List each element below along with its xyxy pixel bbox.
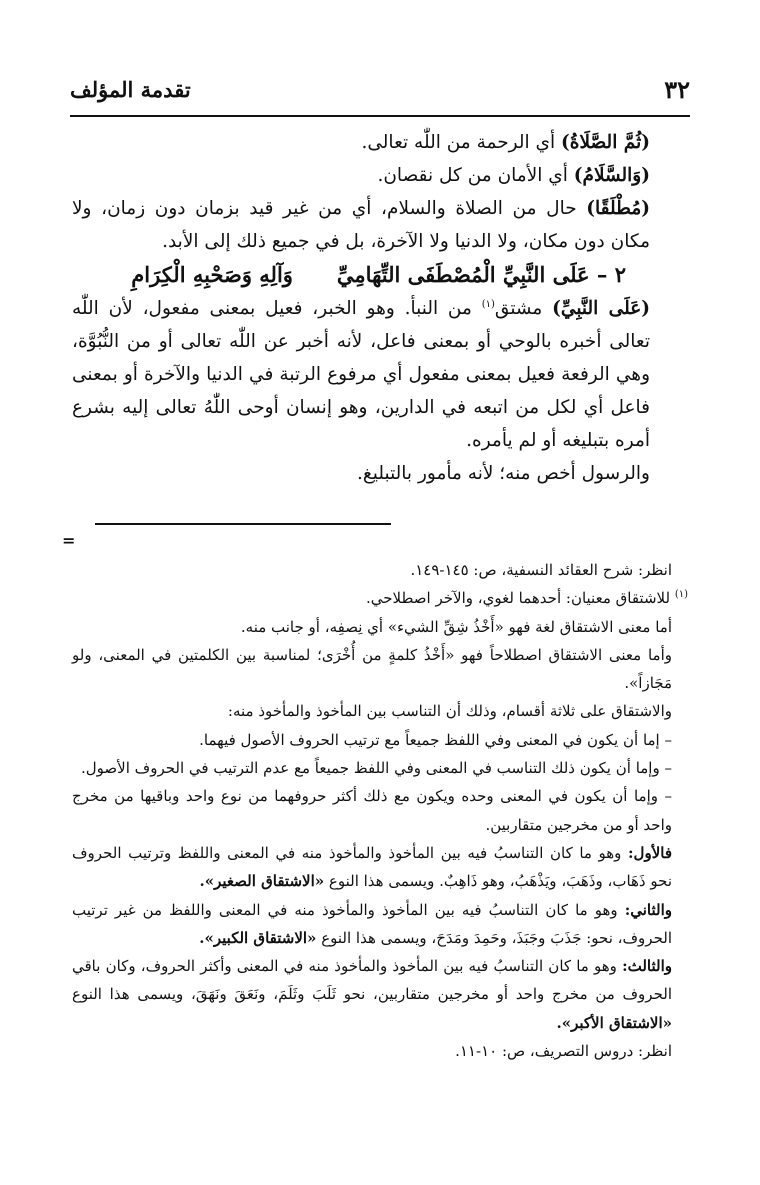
- footnotes: [72, 556, 688, 1065]
- verse-line: [72, 258, 688, 292]
- paragraph-mutlaqan: [72, 192, 688, 258]
- first-type-text: وهو ما كان التناسبُ فيه بين المأخوذ والمأخوذ منه في المعنى واللفظ وترتيب الحروف نحو ذَهَاب، وذَهَبَ، ويَذْهَبُ، وهو ذَاهِبٌ. ويسمى هذا النوع: [72, 843, 672, 891]
- footnote-separator: [95, 523, 391, 525]
- footnote-line: – وإما أن يكون ذلك التناسب في المعنى وفي اللفظ جميعاً مع عدم الترتيب في الحروف الأصول.: [81, 759, 672, 778]
- verse-first-hemistich: ٢ – عَلَى النَّبِيِّ الْمُصْطَفَى التِّهَامِيِّ: [336, 262, 626, 287]
- main-text: [72, 126, 688, 490]
- term-salam: (وَالسَّلَامُ): [573, 165, 650, 186]
- third-type-name: «الاشتقاق الأكبر».: [556, 1013, 672, 1032]
- header-rule: [70, 115, 690, 117]
- text-mutlaqan: حال من الصلاة والسلام، أي من غير قيد بزمان دون زمان، ولا مكان دون مكان، ولا الدنيا ولا الآخرة، بل في جميع ذلك إلى الأبد.: [72, 198, 650, 252]
- footnote-first-type: [72, 839, 688, 896]
- footnote-second-type: [72, 896, 688, 953]
- second-type-label: والثاني:: [624, 900, 672, 919]
- paragraph-nabi: [72, 292, 688, 457]
- footnote-line: أما معنى الاشتقاق لغة فهو «أَخْذُ شِقِّ الشيء» أي نِصفِه، أو جانب منه.: [240, 617, 672, 636]
- footnote-1: [72, 584, 688, 612]
- footnote-1-marker: (١): [674, 589, 688, 601]
- footnote-line: وأما معنى الاشتقاق اصطلاحاً فهو «أَخْذُ كلمةٍ من أُخْرَى؛ لمناسبة بين الكلمتين في المعنى، ولو مَجَازاً».: [72, 645, 672, 693]
- text-nabi-a: مشتق: [494, 298, 553, 319]
- first-type-label: فالأول:: [628, 843, 672, 862]
- third-type-label: والثالث:: [622, 957, 672, 976]
- page-header: [70, 72, 690, 106]
- third-type-text: وهو ما كان التناسبُ فيه بين المأخوذ والمأخوذ منه في المعنى وأكثر الحروف، وكان باقي الحروف من مخرج واحد أو مخرجين متقاربين، نحو ثَلَبَ وثَلَمَ، ونَعَقَ ونَهَقَ، ويسمى هذا النوع: [72, 957, 672, 1004]
- footnote-ref-1: (١): [481, 298, 495, 310]
- footnote-line: والاشتقاق على ثلاثة أقسام، وذلك أن التناسب بين المأخوذ والمأخوذ منه:: [227, 702, 672, 721]
- term-nabi: (عَلَى النَّبِيِّ): [552, 298, 650, 319]
- text-salam: أي الأمان من كل نقصان.: [377, 165, 574, 186]
- first-type-name: «الاشتقاق الصغير».: [199, 872, 325, 891]
- paragraph-salat: [72, 126, 688, 159]
- running-title: تقدمة المؤلف: [70, 76, 191, 102]
- footnote-line: – وإما أن يكون في المعنى وحده ويكون مع ذلك أكثر حروفهما من نوع واحد وباقيها من مخرج واحد أو من مخرجين متقاربين.: [72, 787, 672, 834]
- text-salat: أي الرحمة من اللّٰه تعالى.: [361, 132, 562, 153]
- second-type-name: «الاشتقاق الكبير».: [199, 928, 317, 947]
- second-type-text: وهو ما كان التناسبُ فيه بين المأخوذ والمأخوذ منه في المعنى واللفظ من غير ترتيب الحروف، نحو: جَذَبَ وجَبَذَ، وحَمِدَ ومَدَحَ، ويسمى هذا النوع: [72, 900, 672, 947]
- paragraph-rasul: والرسول أخص منه؛ لأنه مأمور بالتبليغ.: [357, 463, 650, 484]
- footnote-line: – إما أن يكون في المعنى وفي اللفظ جميعاً مع ترتيب الحروف الأصول فيهما.: [199, 730, 672, 749]
- footnote-third-type: [72, 952, 688, 1037]
- text-nabi-b: من النبأ. وهو الخبر، فعيل بمعنى مفعول، لأن اللّٰه تعالى أخبره بالوحي أو بمعنى فاعل، لأنه أخبر عن اللّٰه تعالى أو من النُّبُوَّة، وهي الرفعة فعيل بمعنى مفعول أي مرفوع الرتبة في الدنيا والآخرة أو بمعنى فاعل أي لكل من اتبعه في الدارين، وهو إنسان أوحى اللّٰهُ تعالى إليه بشرع أمره بتبليغه أو لم يأمره.: [72, 298, 650, 451]
- footnote-ref-first: انظر: شرح العقائد النسفية، ص: ١٤٥-١٤٩.: [410, 561, 672, 579]
- term-mutlaqan: (مُطْلَقًا): [586, 198, 650, 219]
- footnote-1-text: للاشتقاق معنيان: أحدهما لغوي، والآخر اصطلاحي.: [366, 589, 675, 608]
- page-number: ٣٢: [664, 74, 690, 104]
- continuation-mark: =: [62, 531, 76, 550]
- verse-second-hemistich: وَآلِهِ وَصَحْبِهِ الْكِرَامِ: [131, 262, 293, 287]
- term-salat: (ثُمَّ الصَّلَاةُ): [561, 132, 650, 153]
- footnote-ref-last: انظر: دروس التصريف، ص: ١٠-١١.: [455, 1042, 672, 1061]
- paragraph-salam: [72, 159, 688, 192]
